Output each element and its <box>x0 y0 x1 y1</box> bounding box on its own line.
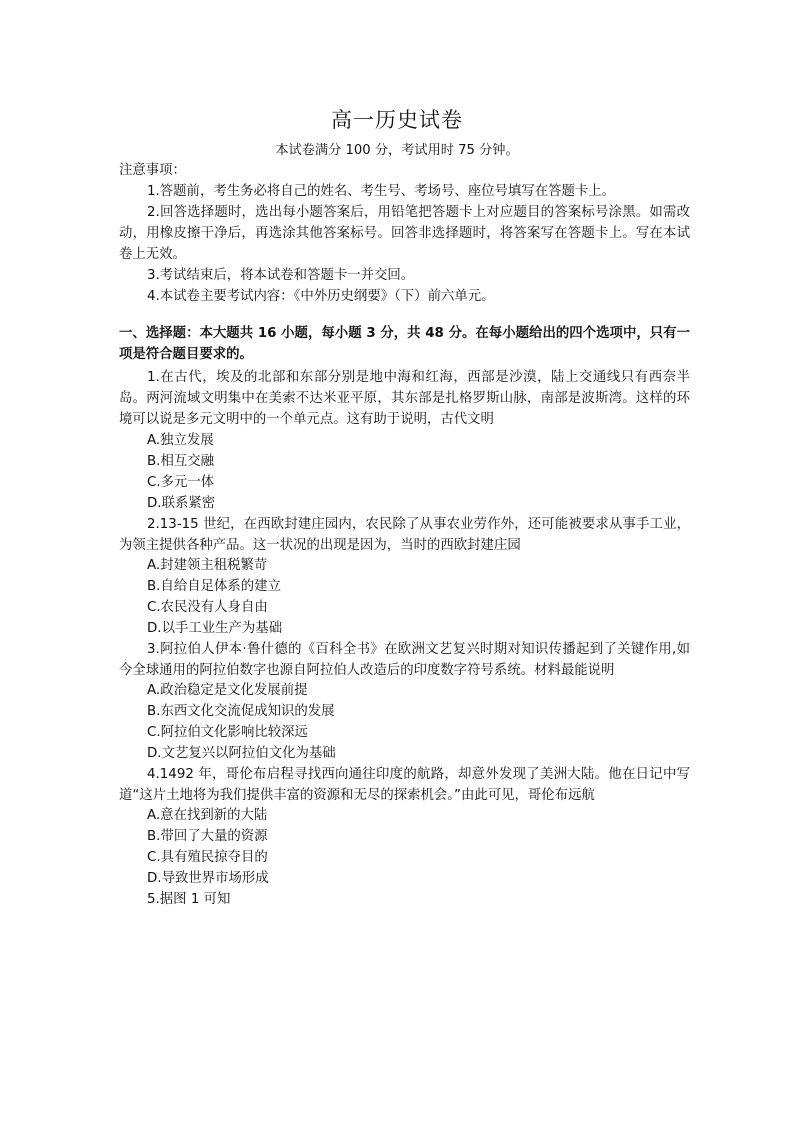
question-3-option-a: A.政治稳定是文化发展前提 <box>147 683 308 698</box>
section-heading: 一、选择题：本大题共 16 小题，每小题 3 分，共 48 分。在每小题给出的四个选项中，只有一项是符合题目要求的。 <box>119 326 690 362</box>
question-1-stem: 1.在古代，埃及的北部和东部分别是地中海和红海，西部是沙漠，陆上交通线只有西奈半岛。两河流域文明集中在美索不达米亚平原，其东部是扎格罗斯山脉，南部是波斯湾。这样的环境可以说是多元文明中的一个单元点。这有助于说明，古代文明 <box>119 370 690 427</box>
question-1-option-d: D.联系紧密 <box>147 496 216 511</box>
question-3-option-d: D.文艺复兴以阿拉伯文化为基础 <box>147 746 336 761</box>
notes-heading: 注意事项： <box>119 163 186 178</box>
question-1-option-c: C.多元一体 <box>147 475 215 490</box>
question-2-stem: 2.13-15 世纪，在西欧封建庄园内，农民除了从事农业劳作外，还可能被要求从事手工业，为领主提供各种产品。这一状况的出现是因为，当时的西欧封建庄园 <box>119 517 690 553</box>
question-1-option-a: A.独立发展 <box>147 433 214 448</box>
question-2-option-b: B.自给自足体系的建立 <box>147 579 281 594</box>
question-4-option-a: A.意在找到新的大陆 <box>147 808 268 823</box>
question-4-option-d: D.导致世界市场形成 <box>147 871 269 886</box>
question-2-option-c: C.农民没有人身自由 <box>147 600 268 615</box>
question-3-option-c: C.阿拉伯文化影响比较深远 <box>147 725 308 740</box>
page-title: 高一历史试卷 <box>331 108 463 132</box>
note-item-4: 4.本试卷主要考试内容：《中外历史纲要》（下）前六单元。 <box>147 289 495 304</box>
note-item-1: 1.答题前，考生务必将自己的姓名、考生号、考场号、座位号填写在答题卡上。 <box>147 184 616 199</box>
question-4-option-c: C.具有殖民掠夺目的 <box>147 850 268 865</box>
question-3-option-b: B.东西文化交流促成知识的发展 <box>147 704 335 719</box>
question-2-option-a: A.封建领主租税繁苛 <box>147 558 268 573</box>
question-3-stem: 3.阿拉伯人伊本·鲁什德的《百科全书》在欧洲文艺复兴时期对知识传播起到了关键作用,如今全球通用的阿拉伯数字也源自阿拉伯人改造后的印度数字符号系统。材料最能说明 <box>119 642 690 678</box>
question-1-option-b: B.相互交融 <box>147 454 215 469</box>
question-4-stem: 4.1492 年，哥伦布启程寻找西向通往印度的航路，却意外发现了美洲大陆。他在日记中写道“这片土地将为我们提供丰富的资源和无尽的探索机会。”由此可见，哥伦布远航 <box>119 767 690 803</box>
question-5-stem: 5.据图 1 可知 <box>147 892 231 907</box>
question-2-option-d: D.以手工业生产为基础 <box>147 621 283 636</box>
exam-info: 本试卷满分 100 分，考试用时 75 分钟。 <box>275 143 519 158</box>
note-item-2: 2.回答选择题时，选出每小题答案后，用铅笔把答题卡上对应题目的答案标号涂黑。如需改动，用橡皮擦干净后，再选涂其他答案标号。回答非选择题时，将答案写在答题卡上。写在本试卷上无效。 <box>119 205 690 262</box>
note-item-3: 3.考试结束后，将本试卷和答题卡一并交回。 <box>147 268 415 283</box>
question-4-option-b: B.带回了大量的资源 <box>147 829 268 844</box>
